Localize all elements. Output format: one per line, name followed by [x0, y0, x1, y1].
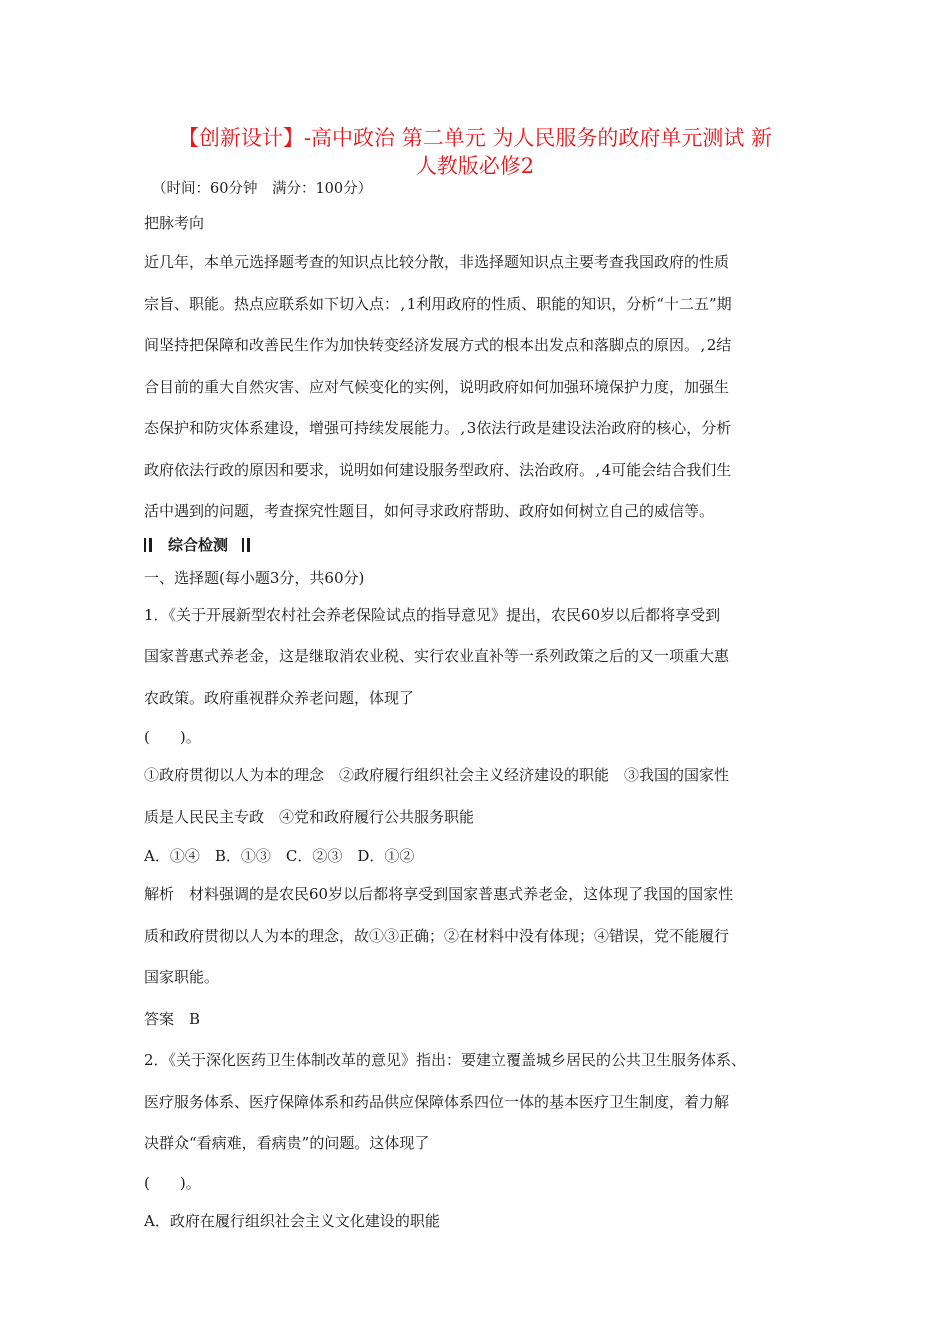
intro-line: 合目前的重大自然灾害、应对气候变化的实例，说明政府如何加强环境保护力度，加强生 [144, 377, 730, 396]
question-2 [144, 1040, 824, 1242]
document-title [120, 124, 830, 180]
question-stem-line: 1．《关于开展新型农村社会养老保险试点的指导意见》提出，农民60岁以后都将享受到 [144, 605, 721, 624]
option-line: A．政府在履行组织社会主义文化建设的职能 [144, 1211, 440, 1230]
question-stem-line: 农政策。政府重视群众养老问题，体现了 [144, 688, 415, 707]
answer-blank: ( )。 [144, 728, 201, 746]
choice-line: A．①④ B．①③ C．②③ D．①② [144, 847, 415, 865]
question-stem-line: 2．《关于深化医药卫生体制改革的意见》指出：要建立覆盖城乡居民的公共卫生服务体系、 [144, 1051, 747, 1069]
question-stem-line: 医疗服务体系、医疗保障体系和药品供应保障体系四位一体的基本医疗卫生制度，着力解 [144, 1092, 730, 1111]
analysis-line: 国家职能。 [144, 968, 220, 986]
section-bar-icon [144, 538, 152, 552]
intro-paragraph [144, 242, 824, 533]
intro-line: 态保护和防灾体系建设，增强可持续发展能力。 , 3依法行政是建设法治政府的核心，分析 [144, 419, 732, 437]
question-stem-line: 国家普惠式养老金，这是继取消农业税、实行农业直补等一系列政策之后的又一项重大惠 [144, 647, 730, 665]
answer-blank: ( )。 [144, 1173, 201, 1192]
intro-line: 政府依法行政的原因和要求，说明如何建设服务型政府、法治政府。 , 4可能会结合我们生 [144, 460, 732, 479]
analysis-line: 质和政府贯彻以人为本的理念，故①③正确；②在材料中没有体现；④错误，党不能履行 [144, 926, 730, 945]
intro-line: 间坚持把保障和改善民生作为加快转变经济发展方式的根本出发点和落脚点的原因。 , 2结 [144, 336, 732, 354]
document-body [144, 210, 824, 1242]
intro-label: 把脉考向 [144, 214, 205, 232]
intro-line: 近几年，本单元选择题考查的知识点比较分散，非选择题知识点主要考查我国政府的性质 [144, 253, 730, 271]
section-bar-icon [242, 538, 250, 552]
intro-line: 活中遇到的问题，考查探究性题目，如何寻求政府帮助、政府如何树立自己的威信等。 [144, 502, 715, 520]
option-line: ①政府贯彻以人为本的理念 ②政府履行组织社会主义经济建设的职能 ③我国的国家性 [144, 766, 730, 784]
title-line-2: 人教版必修2 [415, 154, 535, 178]
answer-line: 答案 B [144, 1009, 201, 1028]
exam-info: （时间：60分钟 满分：100分） [152, 181, 373, 197]
title-line-1: 【创新设计】-高中政治 第二单元 为人民服务的政府单元测试 新 [177, 126, 773, 150]
intro-line: 宗旨、职能。热点应联系如下切入点： , 1利用政府的性质、职能的知识，分析“十二五”期 [144, 294, 732, 313]
question-1 [144, 595, 824, 1041]
analysis-line: 解析 材料强调的是农民60岁以后都将享受到国家普惠式养老金，这体现了我国的国家性 [144, 885, 734, 903]
option-line: 质是人民民主专政 ④党和政府履行公共服务职能 [144, 807, 475, 826]
part-title: 一、选择题(每小题3分，共60分) [144, 568, 365, 587]
section-heading-text: 综合检测 [168, 536, 229, 554]
question-stem-line: 决群众“看病难，看病贵”的问题。这体现了 [144, 1134, 430, 1152]
